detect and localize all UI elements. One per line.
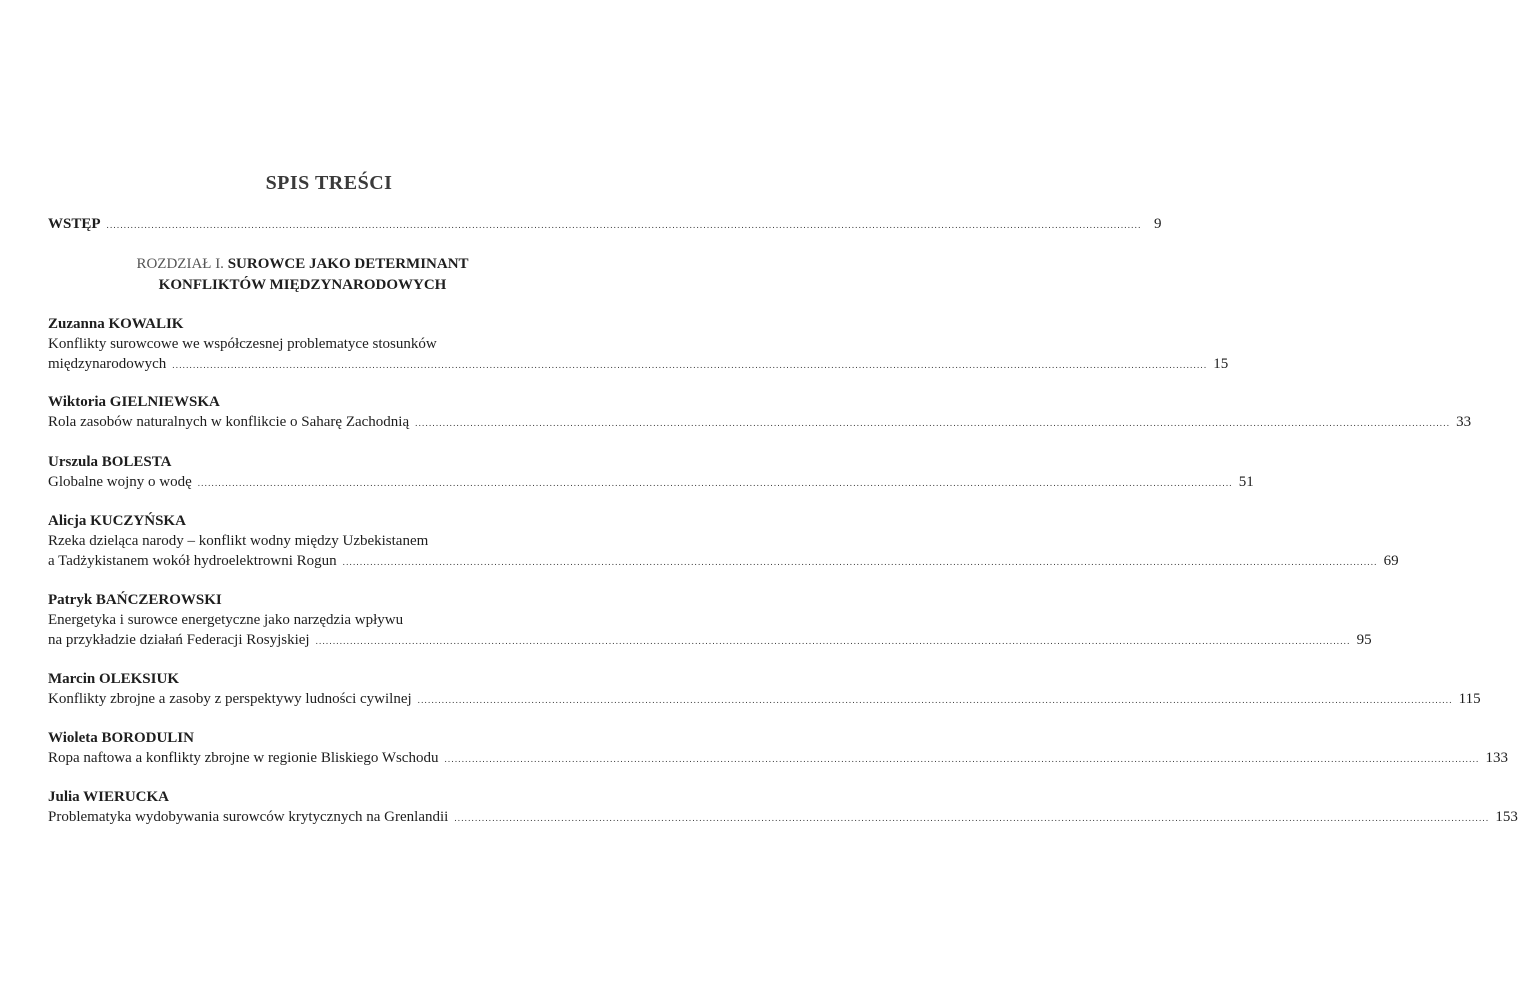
page-number: 33 — [1456, 414, 1472, 430]
toc-entry-row — [48, 551, 1399, 572]
page-number: 153 — [1495, 809, 1518, 825]
page-number: 51 — [1238, 474, 1254, 490]
entry-title-line: Ropa naftowa a konflikty zbrojne w regionie Bliskiego Wschodu — [48, 750, 439, 766]
dot-leader: ............................................................................................................................................................................................................................................................................................................ — [172, 360, 1208, 370]
entry-author: Julia WIERUCKA — [48, 789, 169, 805]
toc-entry-row — [48, 472, 1254, 493]
dot-leader: ............................................................................................................................................................................................................................................................................................................ — [342, 557, 1378, 567]
entry-author: Marcin OLEKSIUK — [48, 671, 179, 687]
entry-title-line: a Tadżykistanem wokół hydroelektrowni Rogun — [48, 553, 337, 569]
entry-author: Alicja KUCZYŃSKA — [48, 513, 186, 529]
page-number: 133 — [1485, 750, 1508, 766]
entry-title-line: Problematyka wydobywania surowców krytycznych na Grenlandii — [48, 809, 449, 825]
dot-leader: ............................................................................................................................................................................................................................................................................................................ — [197, 478, 1233, 488]
entry-title-line: międzynarodowych — [48, 356, 167, 372]
entry-author: Patryk BAŃCZEROWSKI — [48, 592, 222, 608]
entry-author: Wioleta BORODULIN — [48, 730, 194, 746]
entry-title-line: Konflikty zbrojne a zasoby z perspektywy ludności cywilnej — [48, 691, 412, 707]
dot-leader: ............................................................................................................................................................................................................................................................................................................ — [417, 695, 1453, 705]
page-number: 15 — [1213, 356, 1229, 372]
chapter-title-part1: SUROWCE JAKO DETERMINANT — [227, 256, 469, 272]
page-number: 115 — [1458, 691, 1481, 707]
entry-author: Zuzanna KOWALIK — [48, 316, 184, 332]
toc-entry-row — [48, 807, 1518, 828]
entry-title-line: Energetyka i surowce energetyczne jako narzędzia wpływu — [48, 612, 404, 628]
toc-entry-intro — [48, 214, 1162, 235]
dot-leader: ............................................................................................................................................................................................................................................................................................................ — [106, 220, 1142, 230]
dot-leader: ............................................................................................................................................................................................................................................................................................................ — [315, 636, 1351, 646]
toc-entry-row — [48, 354, 1229, 375]
page-title: SPIS TREŚCI — [265, 172, 393, 194]
entry-title-line: Rola zasobów naturalnych w konflikcie o Saharę Zachodnią — [48, 414, 410, 430]
entry-title-line: Konflikty surowcowe we współczesnej problematyce stosunków — [48, 336, 437, 352]
page-number: 69 — [1383, 553, 1399, 569]
page-number: 9 — [1154, 216, 1162, 232]
entry-title-line: Globalne wojny o wodę — [48, 474, 192, 490]
page-number: 95 — [1356, 632, 1372, 648]
entry-author: Urszula BOLESTA — [48, 454, 172, 470]
chapter-heading-line2: KONFLIKTÓW MIĘDZYNARODOWYCH — [158, 277, 447, 293]
dot-leader: ............................................................................................................................................................................................................................................................................................................ — [415, 418, 1451, 428]
toc-entry-row — [48, 412, 1472, 433]
chapter-prefix: ROZDZIAŁ I. — [136, 256, 224, 272]
chapter-heading-line1 — [0, 253, 605, 275]
toc-entry-row — [48, 748, 1508, 769]
entry-title-line: na przykładzie działań Federacji Rosyjskiej — [48, 632, 310, 648]
intro-label: WSTĘP — [48, 216, 101, 232]
entry-author: Wiktoria GIELNIEWSKA — [48, 394, 220, 410]
toc-entry-row — [48, 689, 1481, 710]
toc-entry-row — [48, 630, 1372, 651]
dot-leader: ............................................................................................................................................................................................................................................................................................................ — [444, 754, 1480, 764]
entry-title-line: Rzeka dzieląca narody – konflikt wodny między Uzbekistanem — [48, 533, 429, 549]
dot-leader: ............................................................................................................................................................................................................................................................................................................ — [454, 813, 1490, 823]
